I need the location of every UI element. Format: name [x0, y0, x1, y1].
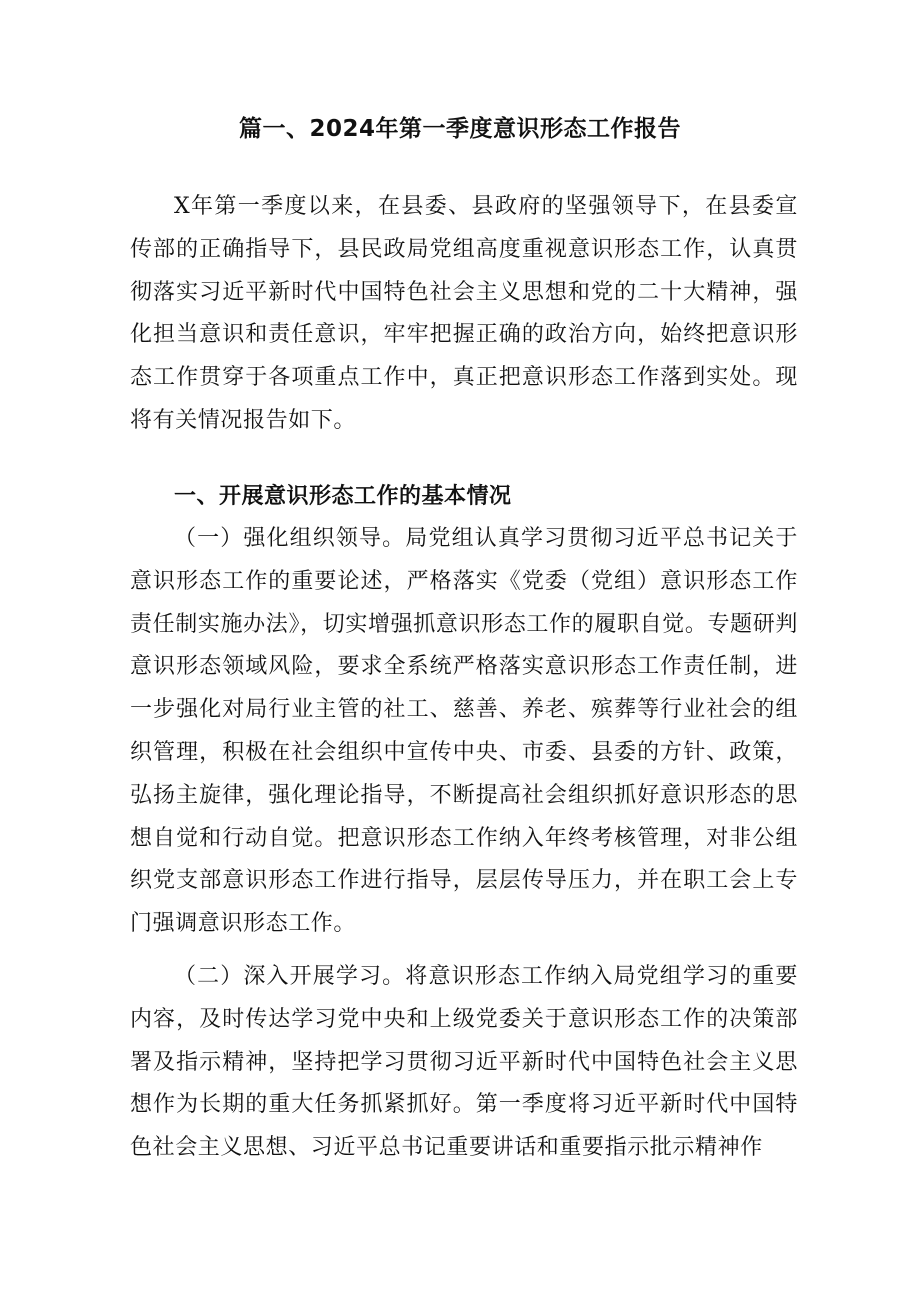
intro-paragraph: X年第一季度以来，在县委、县政府的坚强领导下，在县委宣传部的正确指导下，县民政局党组高度重视意识形态工作，认真贯彻落实习近平新时代中国特色社会主义思想和党的二十大精神，强化担当意识和责任意识，牢牢把握正确的政治方向，始终把意识形态工作贯穿于各项重点工作中，真正把意识形态工作落到实处。现将有关情况报告如下。: [130, 194, 798, 433]
section-paragraph-study: （二）深入开展学习。将意识形态工作纳入局党组学习的重要内容，及时传达学习党中央和上级党委关于意识形态工作的决策部署及指示精神，坚持把学习贯彻习近平新时代中国特色社会主义思想作为长期的重大任务抓紧抓好。第一季度将习近平新时代中国特色社会主义思想、习近平总书记重要讲话和重要指示批示精神作: [130, 964, 798, 1161]
document-title: 篇一、2024年第一季度意识形态工作报告: [238, 116, 681, 142]
section-heading: 一、开展意识形态工作的基本情况: [174, 484, 512, 509]
section-paragraph-organization: （一）强化组织领导。局党组认真学习贯彻习近平总书记关于意识形态工作的重要论述，严格落实《党委（党组）意识形态工作责任制实施办法》，切实增强抓意识形态工作的履职自觉。专题研判意识形态领域风险，要求全系统严格落实意识形态工作责任制，进一步强化对局行业主管的社工、慈善、养老、殡葬等行业社会的组织管理，积极在社会组织中宣传中央、市委、县委的方针、政策，弘扬主旋律，强化理论指导，不断提高社会组织抓好意识形态的思想自觉和行动自觉。把意识形态工作纳入年终考核管理，对非公组织党支部意识形态工作进行指导，层层传导压力，并在职工会上专门强调意识形态工作。: [130, 526, 798, 937]
